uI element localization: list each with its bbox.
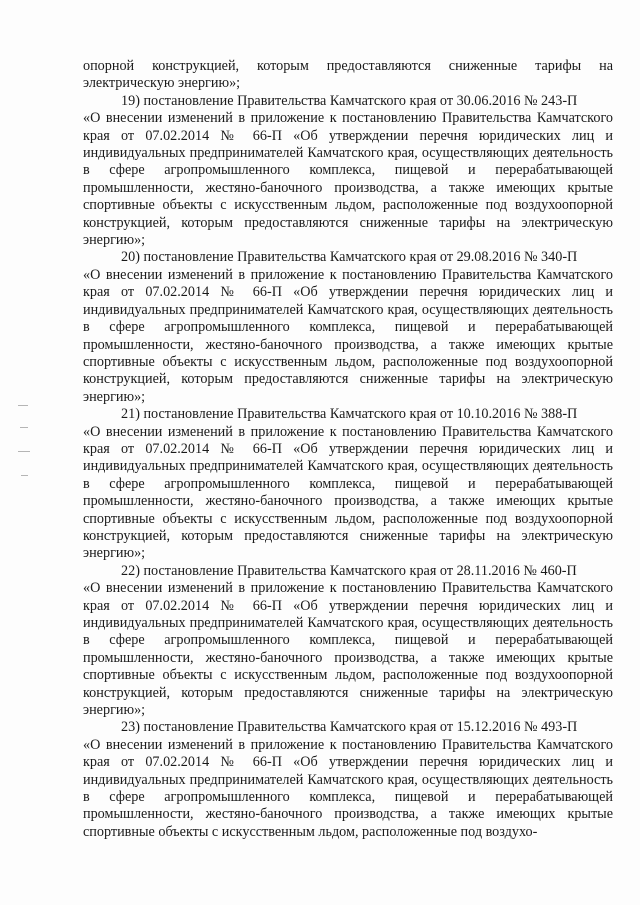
- scan-mark: [18, 405, 28, 406]
- item-body-19: «О внесении изменений в приложение к постановлению Правительства Камчатского края от 07.02.2014 № 66-П «Об утверждении перечня юридических лиц и индивидуальных предпринимателей Камчатского края, осуществляющих деятельность в сфере агропромышленного комплекса, пищевой и перерабатывающей промышленности, жестяно-баночного производства, а также имеющих крытые спортивные объекты с искусственным льдом, расположенные под воздухоопорной конструкцией, которым предоставляются сниженные тарифы на электрическую энергию»;: [83, 110, 613, 249]
- item-heading-22: 22) постановление Правительства Камчатского края от 28.11.2016 № 460-П: [121, 562, 577, 579]
- item-body-20: «О внесении изменений в приложение к постановлению Правительства Камчатского края от 07.02.2014 № 66-П «Об утверждении перечня юридических лиц и индивидуальных предпринимателей Камчатского края, осуществляющих деятельность в сфере агропромышленного комплекса, пищевой и перерабатывающей промышленности, жестяно-баночного производства, а также имеющих крытые спортивные объекты с искусственным льдом, расположенные под воздухоопорной конструкцией, которым предоставляются сниженные тарифы на электрическую энергию»;: [83, 266, 613, 405]
- item-body-22: «О внесении изменений в приложение к постановлению Правительства Камчатского края от 07.02.2014 № 66-П «Об утверждении перечня юридических лиц и индивидуальных предпринимателей Камчатского края, осуществляющих деятельность в сфере агропромышленного комплекса, пищевой и перерабатывающей промышленности, жестяно-баночного производства, а также имеющих крытые спортивные объекты с искусственным льдом, расположенные под воздухоопорной конструкцией, которым предоставляются сниженные тарифы на электрическую энергию»;: [83, 580, 613, 719]
- lead-paragraph: опорной конструкцией, которым предоставляются сниженные тарифы на электрическую энергию»;: [83, 58, 613, 92]
- item-heading-21: 21) постановление Правительства Камчатского края от 10.10.2016 № 388-П: [121, 406, 578, 423]
- item-body-23: «О внесении изменений в приложение к постановлению Правительства Камчатского края от 07.02.2014 № 66-П «Об утверждении перечня юридических лиц и индивидуальных предпринимателей Камчатского края, осуществляющих деятельность в сфере агропромышленного комплекса, пищевой и перерабатывающей промышленности, жестяно-баночного производства, а также имеющих крытые спортивные объекты с искусственным льдом, расположенные под воздухо-: [83, 736, 613, 840]
- document-text: [83, 58, 613, 841]
- item-heading-19: 19) постановление Правительства Камчатского края от 30.06.2016 № 243-П: [121, 92, 578, 109]
- item-heading-23: 23) постановление Правительства Камчатского края от 15.12.2016 № 493-П: [121, 719, 578, 736]
- scan-mark: [21, 475, 28, 476]
- scan-mark: [18, 451, 30, 452]
- item-body-21: «О внесении изменений в приложение к постановлению Правительства Камчатского края от 07.02.2014 № 66-П «Об утверждении перечня юридических лиц и индивидуальных предпринимателей Камчатского края, осуществляющих деятельность в сфере агропромышленного комплекса, пищевой и перерабатывающей промышленности, жестяно-баночного производства, а также имеющих крытые спортивные объекты с искусственным льдом, расположенные под воздухоопорной конструкцией, которым предоставляются сниженные тарифы на электрическую энергию»;: [83, 423, 613, 562]
- scan-mark: [20, 427, 28, 428]
- scan-artifact-marks: [18, 405, 42, 485]
- item-heading-20: 20) постановление Правительства Камчатского края от 29.08.2016 № 340-П: [121, 249, 578, 266]
